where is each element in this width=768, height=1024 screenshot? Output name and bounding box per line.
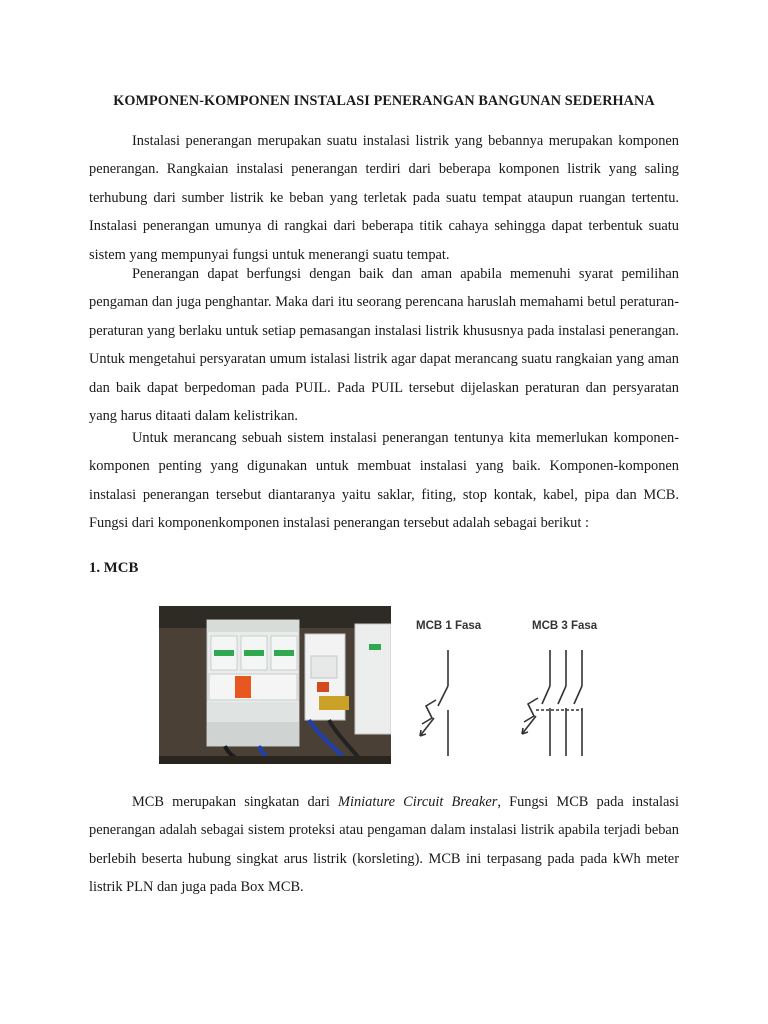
section-heading-mcb: 1. MCB: [89, 560, 139, 576]
mcb-text-after: , Fungsi MCB pada instalasi penerangan adalah sebagai sistem proteksi atau pengaman dalam instalasi listrik apabila terjadi beban berlebih beserta hubung singkat arus listrik (korsleting). MCB ini terpasang pada pada kWh meter listrik PLN dan juga pada Box MCB.: [89, 794, 680, 896]
label-mcb-1-fasa: MCB 1 Fasa: [416, 620, 482, 632]
mcb-photo: [159, 606, 391, 764]
paragraph-mcb: [89, 788, 679, 902]
paragraph-requirements: Penerangan dapat berfungsi dengan baik dan aman apabila memenuhi syarat pemilihan pengaman dan juga penghantar. Maka dari itu seorang perencana haruslah memahami betul peraturan-peraturan yang berlaku untuk setiap pemasangan instalasi listrik khususnya pada instalasi penerangan. Untuk mengetahui persyaratan umum istalasi listrik agar dapat merancang suatu rangkaian yang aman dan baik dapat berpedoman pada PUIL. Pada PUIL tersebut dijelaskan peraturan dan persyaratan yang harus ditaati dalam kelistrikan.: [89, 266, 679, 425]
mcb-symbol-diagram: [398, 606, 620, 764]
label-mcb-3-fasa: MCB 3 Fasa: [532, 620, 598, 632]
paragraph-intro: Instalasi penerangan merupakan suatu instalasi listrik yang bebannya merupakan komponen penerangan. Rangkaian instalasi penerangan terdiri dari beberapa komponen listrik yang saling terhubung dari sumber listrik ke beban yang terletak pada suatu tempat ataupun ruangan tertentu. Instalasi penerangan umunya di rangkai dari beberapa titik cahaya sehingga dapat terbentuk suatu sistem yang mempunyai fungsi untuk menerangi suatu tempat.: [89, 133, 679, 263]
paragraph-components: Untuk merancang sebuah sistem instalasi penerangan tentunya kita memerlukan komponen-komponen penting yang digunakan untuk membuat instalasi yang baik. Komponen-komponen instalasi penerangan tersebut diantaranya yaitu saklar, fiting, stop kontak, kabel, pipa dan MCB. Fungsi dari komponenkomponen instalasi penerangan tersebut adalah sebagai berikut :: [89, 430, 679, 532]
mcb-symbols: [398, 606, 620, 764]
mcb-text-before: MCB merupakan singkatan dari: [132, 794, 338, 810]
document-title: KOMPONEN-KOMPONEN INSTALASI PENERANGAN BANGUNAN SEDERHANA: [113, 93, 655, 109]
mcb-term-italic: Miniature Circuit Breaker: [338, 794, 498, 810]
